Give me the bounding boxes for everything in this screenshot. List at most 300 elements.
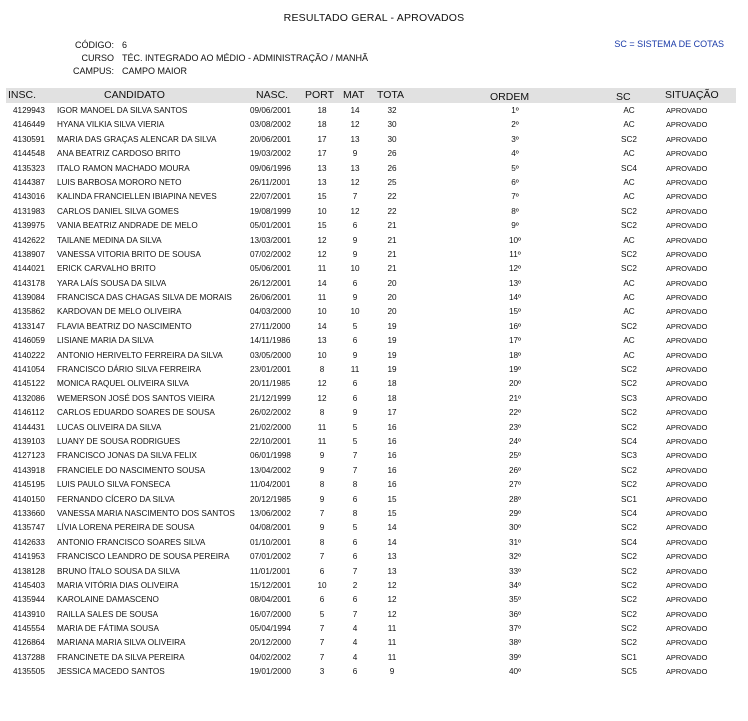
- cell-mat: 4: [352, 652, 358, 662]
- cell-total: 9: [389, 667, 395, 677]
- cell-insc: 4133147: [13, 321, 45, 331]
- cell-nasc: 16/07/2000: [250, 609, 291, 619]
- cell-port: 11: [317, 293, 327, 303]
- cell-sc: SC2: [621, 379, 637, 389]
- cell-port: 17: [317, 149, 327, 159]
- cell-sc: SC4: [621, 508, 637, 518]
- cell-situacao: APROVADO: [666, 408, 708, 418]
- cell-mat: 9: [352, 249, 358, 259]
- table-row: [6, 622, 736, 636]
- cell-insc: 4145403: [13, 580, 45, 590]
- cell-port: 11: [317, 436, 327, 446]
- cell-insc: 4129943: [13, 106, 45, 115]
- table-row: [6, 593, 736, 607]
- table-row: [6, 248, 736, 262]
- cell-insc: 4142622: [13, 235, 45, 245]
- cell-mat: 4: [352, 624, 358, 634]
- cell-ordem: 37º: [508, 624, 522, 634]
- cell-mat: 9: [352, 235, 358, 245]
- table-row: [6, 406, 736, 420]
- cell-nasc: 06/01/1998: [250, 451, 291, 461]
- cell-port: 13: [317, 177, 327, 187]
- cell-mat: 12: [350, 206, 360, 216]
- cell-situacao: APROVADO: [666, 264, 708, 274]
- cell-sc: SC2: [621, 264, 637, 274]
- cell-situacao: APROVADO: [666, 451, 708, 461]
- table-row: [6, 493, 736, 507]
- cell-ordem: 6º: [511, 177, 519, 187]
- cell-situacao: APROVADO: [666, 321, 708, 331]
- cell-sc: SC2: [621, 422, 637, 432]
- cell-total: 15: [387, 508, 397, 518]
- cell-insc: 4141953: [13, 552, 45, 562]
- cell-port: 7: [319, 552, 325, 562]
- table-row: [6, 277, 736, 291]
- cell-total: 25: [387, 177, 397, 187]
- cell-ordem: 21º: [508, 393, 522, 403]
- cell-situacao: APROVADO: [666, 235, 708, 245]
- cell-port: 12: [317, 393, 327, 403]
- cell-total: 20: [387, 278, 397, 288]
- cell-sc: AC: [623, 336, 635, 346]
- cell-nasc: 19/08/1999: [250, 206, 291, 216]
- cell-ordem: 28º: [508, 494, 522, 504]
- cell-situacao: APROVADO: [666, 652, 708, 662]
- cell-port: 8: [319, 408, 325, 418]
- cell-nasc: 04/03/2000: [250, 307, 291, 317]
- cell-candidato: FRANCISCO JONAS DA SILVA FELIX: [57, 451, 197, 461]
- cell-nasc: 23/01/2001: [250, 365, 291, 375]
- cell-situacao: APROVADO: [666, 379, 708, 389]
- cell-insc: 4137288: [13, 652, 45, 662]
- cell-mat: 2: [352, 580, 358, 590]
- cell-total: 30: [387, 134, 397, 144]
- cell-candidato: FRANCISCO DÁRIO SILVA FERREIRA: [57, 365, 201, 375]
- cell-port: 13: [317, 163, 327, 173]
- cell-situacao: APROVADO: [666, 508, 708, 518]
- cell-port: 12: [317, 379, 327, 389]
- cell-nasc: 05/01/2001: [250, 221, 291, 231]
- cell-insc: 4130591: [13, 134, 45, 144]
- cell-nasc: 22/07/2001: [250, 192, 291, 202]
- cell-situacao: APROVADO: [666, 149, 708, 159]
- cell-insc: 4145195: [13, 480, 45, 490]
- cell-candidato: MARIA DE FÁTIMA SOUSA: [57, 624, 159, 634]
- cell-nasc: 08/04/2001: [250, 595, 291, 605]
- cell-total: 16: [387, 422, 397, 432]
- cell-insc: 4144431: [13, 422, 45, 432]
- cell-insc: 4144021: [13, 264, 45, 274]
- cell-insc: 4133660: [13, 508, 45, 518]
- cell-insc: 4140150: [13, 494, 45, 504]
- cell-situacao: APROVADO: [666, 422, 708, 432]
- cell-sc: SC2: [621, 595, 637, 605]
- cell-insc: 4138907: [13, 249, 45, 259]
- cell-candidato: ITALO RAMON MACHADO MOURA: [57, 163, 190, 173]
- cell-candidato: MONICA RAQUEL OLIVEIRA SILVA: [57, 379, 189, 389]
- table-row: [6, 205, 736, 219]
- table-row: [6, 507, 736, 521]
- campus-label: CAMPUS:: [72, 66, 114, 76]
- cell-total: 11: [387, 624, 397, 634]
- cell-sc: SC1: [621, 652, 637, 662]
- cell-port: 6: [319, 595, 325, 605]
- cell-nasc: 07/01/2002: [250, 552, 291, 562]
- cell-situacao: APROVADO: [666, 638, 708, 648]
- cell-port: 9: [319, 494, 325, 504]
- table-row: [6, 305, 736, 319]
- cell-total: 30: [387, 120, 397, 130]
- cell-ordem: 18º: [508, 350, 522, 360]
- cell-sc: AC: [623, 149, 635, 159]
- table-row: [6, 435, 736, 449]
- sc-legend: SC = SISTEMA DE COTAS: [614, 39, 724, 49]
- cell-situacao: APROVADO: [666, 480, 708, 490]
- cell-nasc: 26/12/2001: [250, 278, 291, 288]
- cell-mat: 6: [352, 552, 358, 562]
- cell-mat: 5: [352, 523, 358, 533]
- cell-nasc: 13/03/2001: [250, 235, 291, 245]
- cell-situacao: APROVADO: [666, 494, 708, 504]
- cell-mat: 5: [352, 436, 358, 446]
- cell-insc: 4143910: [13, 609, 45, 619]
- cell-insc: 4146112: [13, 408, 45, 418]
- table-row: [6, 392, 736, 406]
- cell-candidato: IGOR MANOEL DA SILVA SANTOS: [57, 106, 188, 115]
- cell-total: 19: [387, 336, 397, 346]
- cell-candidato: CARLOS EDUARDO SOARES DE SOUSA: [57, 408, 215, 418]
- table-header: [6, 88, 736, 103]
- cell-mat: 5: [352, 321, 358, 331]
- cell-sc: SC2: [621, 638, 637, 648]
- cell-mat: 6: [352, 336, 358, 346]
- cell-candidato: FRANCISCA DAS CHAGAS SILVA DE MORAIS: [57, 293, 232, 303]
- cell-total: 16: [387, 480, 397, 490]
- cell-situacao: APROVADO: [666, 609, 708, 619]
- cell-ordem: 19º: [508, 365, 522, 375]
- cell-nasc: 11/01/2001: [250, 566, 291, 576]
- cell-insc: 4139975: [13, 221, 45, 231]
- cell-mat: 4: [352, 638, 358, 648]
- cell-situacao: APROVADO: [666, 106, 708, 115]
- cell-situacao: APROVADO: [666, 595, 708, 605]
- table-row: [6, 291, 736, 305]
- cell-situacao: APROVADO: [666, 580, 708, 590]
- cell-situacao: APROVADO: [666, 177, 708, 187]
- table-row: [6, 262, 736, 276]
- cell-total: 21: [387, 221, 397, 231]
- cell-ordem: 38º: [508, 638, 522, 648]
- cell-situacao: APROVADO: [666, 537, 708, 547]
- cell-total: 12: [387, 595, 397, 605]
- cell-sc: AC: [623, 192, 635, 202]
- cell-mat: 6: [352, 221, 358, 231]
- cell-candidato: ERICK CARVALHO BRITO: [57, 264, 156, 274]
- cell-mat: 13: [350, 134, 360, 144]
- cell-sc: SC4: [621, 537, 637, 547]
- cell-insc: 4145554: [13, 624, 45, 634]
- cell-situacao: APROVADO: [666, 365, 708, 375]
- cell-mat: 7: [352, 566, 358, 576]
- cell-nasc: 13/06/2002: [250, 508, 291, 518]
- cell-total: 15: [387, 494, 397, 504]
- cell-mat: 7: [352, 609, 358, 619]
- cell-ordem: 7º: [511, 192, 519, 202]
- cell-sc: AC: [623, 350, 635, 360]
- cell-insc: 4140222: [13, 350, 45, 360]
- cell-candidato: MARIA VITÓRIA DIAS OLIVEIRA: [57, 580, 179, 590]
- header-nasc: NASC.: [256, 89, 289, 101]
- cell-sc: SC2: [621, 249, 637, 259]
- table-row: [6, 349, 736, 363]
- cell-situacao: APROVADO: [666, 192, 708, 202]
- cell-total: 16: [387, 451, 397, 461]
- cell-mat: 7: [352, 451, 358, 461]
- cell-sc: SC2: [621, 580, 637, 590]
- cell-total: 20: [387, 293, 397, 303]
- cell-situacao: APROVADO: [666, 436, 708, 446]
- cell-mat: 9: [352, 149, 358, 159]
- cell-nasc: 05/06/2001: [250, 264, 291, 274]
- cell-port: 11: [317, 422, 327, 432]
- cell-sc: SC2: [621, 221, 637, 231]
- cell-port: 10: [317, 580, 327, 590]
- cell-candidato: CARLOS DANIEL SILVA GOMES: [57, 206, 179, 216]
- table-row: [6, 133, 736, 147]
- cell-situacao: APROVADO: [666, 163, 708, 173]
- cell-ordem: 36º: [508, 609, 522, 619]
- cell-nasc: 07/02/2002: [250, 249, 291, 259]
- cell-ordem: 10º: [508, 235, 522, 245]
- cell-candidato: VANESSA VITORIA BRITO DE SOUSA: [57, 249, 201, 259]
- cell-nasc: 14/11/1986: [250, 336, 291, 346]
- cell-situacao: APROVADO: [666, 249, 708, 259]
- cell-sc: AC: [623, 278, 635, 288]
- cell-total: 22: [387, 206, 397, 216]
- cell-sc: SC2: [621, 206, 637, 216]
- cell-mat: 6: [352, 393, 358, 403]
- cell-mat: 5: [352, 422, 358, 432]
- cell-total: 17: [387, 408, 397, 418]
- cell-ordem: 17º: [508, 336, 522, 346]
- table-row: [6, 636, 736, 650]
- cell-candidato: ANA BEATRIZ CARDOSO BRITO: [57, 149, 181, 159]
- cell-situacao: APROVADO: [666, 624, 708, 634]
- cell-candidato: LUIS BARBOSA MORORO NETO: [57, 177, 182, 187]
- cell-candidato: FRANCISCO LEANDRO DE SOUSA PEREIRA: [57, 552, 230, 562]
- table-row: [6, 118, 736, 132]
- header-total: TOTA: [377, 89, 405, 101]
- cell-sc: SC2: [621, 134, 637, 144]
- cell-port: 5: [319, 609, 325, 619]
- table-row: [6, 651, 736, 665]
- cell-sc: SC1: [621, 494, 637, 504]
- table-row: [6, 449, 736, 463]
- header-mat: MAT: [343, 89, 365, 101]
- cell-mat: 8: [352, 480, 358, 490]
- cell-sc: SC5: [621, 667, 637, 677]
- cell-ordem: 15º: [508, 307, 522, 317]
- cell-mat: 12: [350, 177, 360, 187]
- cell-situacao: APROVADO: [666, 552, 708, 562]
- cell-port: 15: [317, 192, 327, 202]
- cell-candidato: KAROLAINE DAMASCENO: [57, 595, 159, 605]
- cell-situacao: APROVADO: [666, 523, 708, 533]
- cell-nasc: 20/12/2000: [250, 638, 291, 648]
- cell-ordem: 23º: [508, 422, 522, 432]
- cell-nasc: 05/04/1994: [250, 624, 291, 634]
- cell-nasc: 09/06/2001: [250, 106, 291, 115]
- table-row: [6, 320, 736, 334]
- table-row: [6, 565, 736, 579]
- cell-sc: SC2: [621, 365, 637, 375]
- cell-nasc: 26/11/2001: [250, 177, 291, 187]
- cell-insc: 4132086: [13, 393, 45, 403]
- table-row: [6, 190, 736, 204]
- cell-sc: SC2: [621, 552, 637, 562]
- cell-nasc: 03/05/2000: [250, 350, 291, 360]
- cell-insc: 4145122: [13, 379, 45, 389]
- cell-port: 12: [317, 249, 327, 259]
- cell-ordem: 9º: [511, 221, 519, 231]
- cell-candidato: YARA LAÍS SOUSA DA SILVA: [57, 278, 167, 288]
- cell-situacao: APROVADO: [666, 566, 708, 576]
- cell-sc: SC2: [621, 465, 637, 475]
- cell-total: 18: [387, 379, 397, 389]
- cell-nasc: 03/08/2002: [250, 120, 291, 130]
- header-situacao: SITUAÇÃO: [665, 89, 719, 101]
- table-row: [6, 421, 736, 435]
- cell-candidato: LISIANE MARIA DA SILVA: [57, 336, 154, 346]
- cell-mat: 9: [352, 408, 358, 418]
- cell-insc: 4135862: [13, 307, 45, 317]
- cell-ordem: 11º: [509, 249, 521, 259]
- cell-port: 18: [317, 120, 327, 130]
- cell-candidato: FRANCIELE DO NASCIMENTO SOUSA: [57, 465, 206, 475]
- cell-ordem: 24º: [508, 436, 522, 446]
- cell-situacao: APROVADO: [666, 393, 708, 403]
- cell-candidato: LUANY DE SOUSA RODRIGUES: [57, 436, 181, 446]
- table-row: [6, 363, 736, 377]
- cell-candidato: HYANA VILKIA SILVA VIERIA: [57, 120, 165, 130]
- cell-insc: 4139084: [13, 293, 45, 303]
- table-row: [6, 579, 736, 593]
- cell-sc: SC2: [621, 566, 637, 576]
- cell-total: 12: [387, 609, 397, 619]
- cell-port: 9: [319, 523, 325, 533]
- cell-nasc: 21/02/2000: [250, 422, 291, 432]
- cell-port: 17: [317, 134, 327, 144]
- cell-candidato: KALINDA FRANCIELLEN IBIAPINA NEVES: [57, 192, 217, 202]
- cell-nasc: 01/10/2001: [250, 537, 291, 547]
- cell-candidato: LÍVIA LORENA PEREIRA DE SOUSA: [57, 523, 195, 533]
- cell-candidato: MARIA DAS GRAÇAS ALENCAR DA SILVA: [57, 134, 217, 144]
- table-row: [6, 176, 736, 190]
- cell-total: 11: [387, 638, 397, 648]
- curso-label: CURSO: [81, 53, 114, 63]
- cell-insc: 4142633: [13, 537, 45, 547]
- campus-value: CAMPO MAIOR: [122, 66, 188, 76]
- cell-candidato: WEMERSON JOSÉ DOS SANTOS VIEIRA: [57, 393, 215, 403]
- cell-port: 3: [319, 667, 325, 677]
- cell-total: 16: [387, 436, 397, 446]
- cell-ordem: 39º: [508, 652, 522, 662]
- cell-insc: 4138128: [13, 566, 45, 576]
- cell-ordem: 16º: [508, 321, 522, 331]
- cell-sc: AC: [623, 120, 635, 130]
- cell-total: 21: [387, 235, 397, 245]
- table-row: [6, 608, 736, 622]
- table-row: [6, 521, 736, 535]
- cell-ordem: 34º: [508, 580, 522, 590]
- cell-total: 19: [387, 365, 397, 375]
- header-port: PORT: [305, 89, 334, 101]
- cell-port: 18: [317, 106, 327, 115]
- cell-candidato: TAILANE MEDINA DA SILVA: [57, 235, 162, 245]
- cell-total: 22: [387, 192, 397, 202]
- cell-situacao: APROVADO: [666, 221, 708, 231]
- cell-nasc: 27/11/2000: [250, 321, 291, 331]
- cell-sc: AC: [623, 106, 635, 115]
- header-insc: INSC.: [8, 89, 37, 101]
- cell-port: 9: [319, 451, 325, 461]
- cell-candidato: ANTONIO HERIVELTO FERREIRA DA SILVA: [57, 350, 223, 360]
- cell-candidato: VANIA BEATRIZ ANDRADE DE MELO: [57, 221, 198, 231]
- cell-situacao: APROVADO: [666, 278, 708, 288]
- cell-ordem: 1º: [511, 106, 519, 115]
- cell-port: 7: [319, 624, 325, 634]
- cell-insc: 4146449: [13, 120, 45, 130]
- table-row: [6, 377, 736, 391]
- cell-port: 10: [317, 350, 327, 360]
- table-row: [6, 478, 736, 492]
- cell-ordem: 35º: [508, 595, 522, 605]
- cell-port: 14: [317, 278, 327, 288]
- cell-total: 21: [387, 264, 397, 274]
- cell-candidato: VANESSA MARIA NASCIMENTO DOS SANTOS: [57, 508, 235, 518]
- cell-candidato: FRANCINETE DA SILVA PEREIRA: [57, 652, 185, 662]
- cell-sc: AC: [623, 177, 635, 187]
- cell-mat: 6: [352, 595, 358, 605]
- cell-insc: 4146059: [13, 336, 45, 346]
- cell-nasc: 21/12/1999: [250, 393, 291, 403]
- header-ordem: ORDEM: [490, 91, 530, 103]
- cell-total: 26: [387, 163, 397, 173]
- page-title: RESULTADO GERAL - APROVADOS: [283, 12, 465, 24]
- cell-nasc: 20/11/1985: [250, 379, 291, 389]
- cell-sc: SC2: [621, 624, 637, 634]
- cell-situacao: APROVADO: [666, 667, 708, 677]
- cell-port: 10: [317, 206, 327, 216]
- table-row: [6, 536, 736, 550]
- cell-insc: 4126864: [13, 638, 45, 648]
- cell-sc: SC3: [621, 451, 637, 461]
- cell-candidato: LUCAS OLIVEIRA DA SILVA: [57, 422, 162, 432]
- table-row: [6, 550, 736, 564]
- cell-port: 8: [319, 365, 325, 375]
- cell-mat: 14: [350, 106, 360, 115]
- cell-situacao: APROVADO: [666, 336, 708, 346]
- cell-insc: 4144548: [13, 149, 45, 159]
- cell-ordem: 5º: [511, 163, 519, 173]
- cell-nasc: 04/08/2001: [250, 523, 291, 533]
- cell-total: 18: [387, 393, 397, 403]
- cell-insc: 4139103: [13, 436, 45, 446]
- codigo-value: 6: [122, 40, 128, 50]
- cell-total: 14: [387, 537, 397, 547]
- cell-mat: 8: [352, 508, 358, 518]
- cell-sc: SC2: [621, 523, 637, 533]
